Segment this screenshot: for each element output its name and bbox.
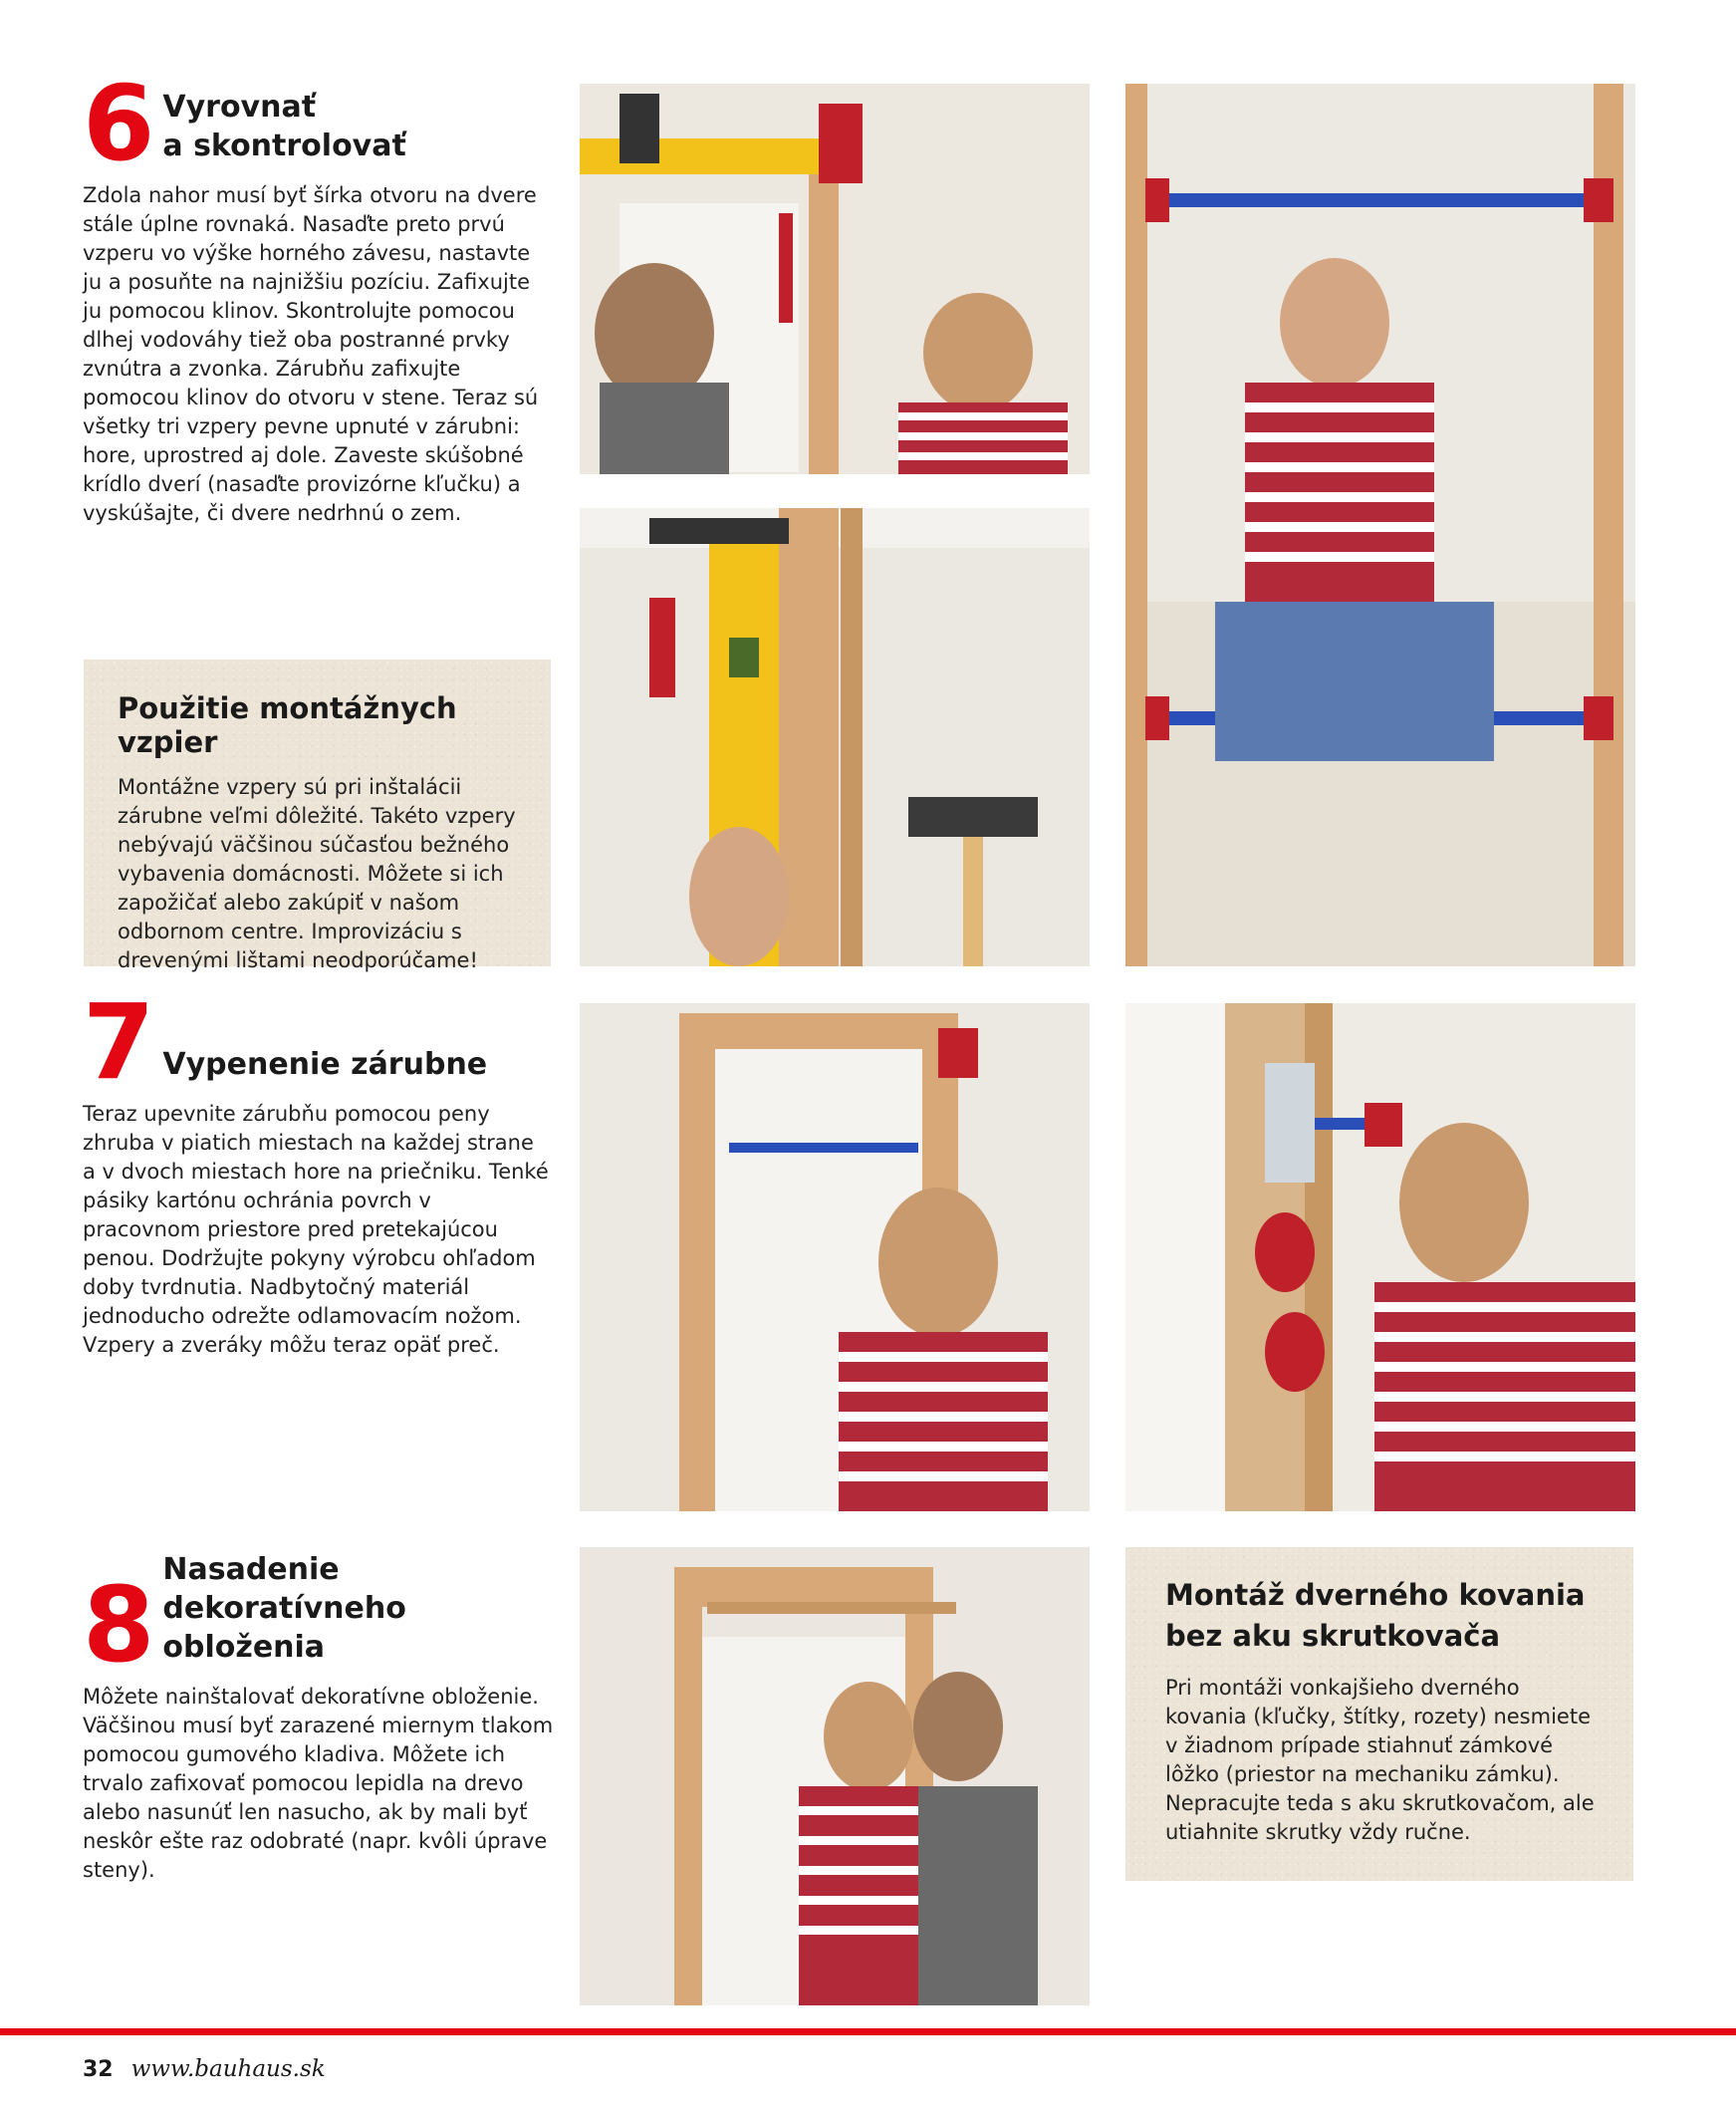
step-body: Teraz upevnite zárubňu pomocou peny zhruba v piatich miestach na každej strane a v dvoch miestach hore na priečniku. Tenké pásiky kartónu ochránia povrch v pracovnom priestore pred pretekajúcou penou. Dodržujte pokyny výrobcu ohľadom doby tvrdnutia. Nadbytočný materiál jednoducho odrežte odlamovacím nožom. Vzpery a zveráky môžu teraz opäť preč. bbox=[83, 1102, 549, 1358]
photo-level-and-hammer bbox=[580, 508, 1090, 966]
step-title: Nasadenie dekoratívneho obloženia bbox=[162, 1552, 406, 1665]
tip-box-struts bbox=[84, 660, 551, 972]
tip-title: Použitie montážnych vzpier bbox=[118, 691, 457, 759]
photo-frame-alignment bbox=[580, 1003, 1090, 1511]
step-6 bbox=[83, 63, 551, 528]
step-number: 6 bbox=[83, 63, 153, 184]
step-title: Vypenenie zárubne bbox=[162, 1047, 488, 1083]
step-7 bbox=[83, 981, 551, 1360]
photo-foam-application bbox=[1125, 1003, 1635, 1511]
page-footer bbox=[83, 2056, 326, 2082]
tip-title: Montáž dverného kovania bez aku skrutkovača bbox=[1165, 1578, 1586, 1653]
step-7-heading bbox=[83, 981, 551, 1103]
step-number: 7 bbox=[83, 981, 153, 1103]
tip-body: Montážne vzpery sú pri inštalácii zárubne veľmi dôležité. Takéto vzpery nebývajú väčšinou súčasťou bežného vybavenia domácnosti. Môžete si ich zapožičať alebo zakúpiť v našom odbornom centre. Improvizáciu s drevenými lištami neodporúčame! bbox=[118, 775, 516, 972]
tip-body: Pri montáži vonkajšieho dverného kovania (kľučky, štítky, rozety) nesmiete v žiadnom prípade stiahnuť zámkové lôžko (priestor na mechaniku zámku). Nepracujte teda s aku skrutkovačom, ale utiahnite skrutky vždy ručne. bbox=[1165, 1676, 1595, 1845]
photo-decorative-trim bbox=[580, 1547, 1090, 2005]
page-number: 32 bbox=[83, 2057, 114, 2082]
website-url: www.bauhaus.sk bbox=[130, 2056, 326, 2082]
tip-box-hardware bbox=[1125, 1547, 1633, 1881]
photo-struts-in-frame bbox=[1125, 84, 1635, 966]
step-6-heading bbox=[83, 63, 551, 184]
step-body: Zdola nahor musí byť šírka otvoru na dvere stále úplne rovnaká. Nasaďte preto prvú vzperu vo výške horného závesu, nastavte ju a posuňte na najnižšiu pozíciu. Zafixujte ju pomocou klinov. Skontrolujte pomocou dlhej vodováhy tiež oba postranné prvky zvnútra a zvonka. Zárubňu zafixujte pomocou klinov do otvoru v stene. Teraz sú všetky tri vzpery pevne upnuté v zárubni: hore, uprostred aj dole. Zaveste skúšobné krídlo dverí (nasaďte provizórne kľučku) a vyskúšajte, či dvere nedrhnú o zem. bbox=[83, 183, 539, 526]
step-8 bbox=[83, 1550, 561, 1885]
step-title: Vyrovnať a skontrolovať bbox=[162, 90, 406, 164]
step-number: 8 bbox=[83, 1563, 153, 1686]
step-body: Môžete nainštalovať dekoratívne obloženie. Väčšinou musí byť zarazené miernym tlakom pomocou gumového kladiva. Môžete ich trvalo zafixovať pomocou lepidla na drevo alebo nasunúť len nasucho, ak by mali byť neskôr ešte raz odobraté (napr. kvôli úprave steny). bbox=[83, 1685, 554, 1882]
photo-leveling-frame-top bbox=[580, 84, 1090, 474]
footer-divider bbox=[0, 2028, 1736, 2035]
step-8-heading bbox=[83, 1550, 561, 1686]
